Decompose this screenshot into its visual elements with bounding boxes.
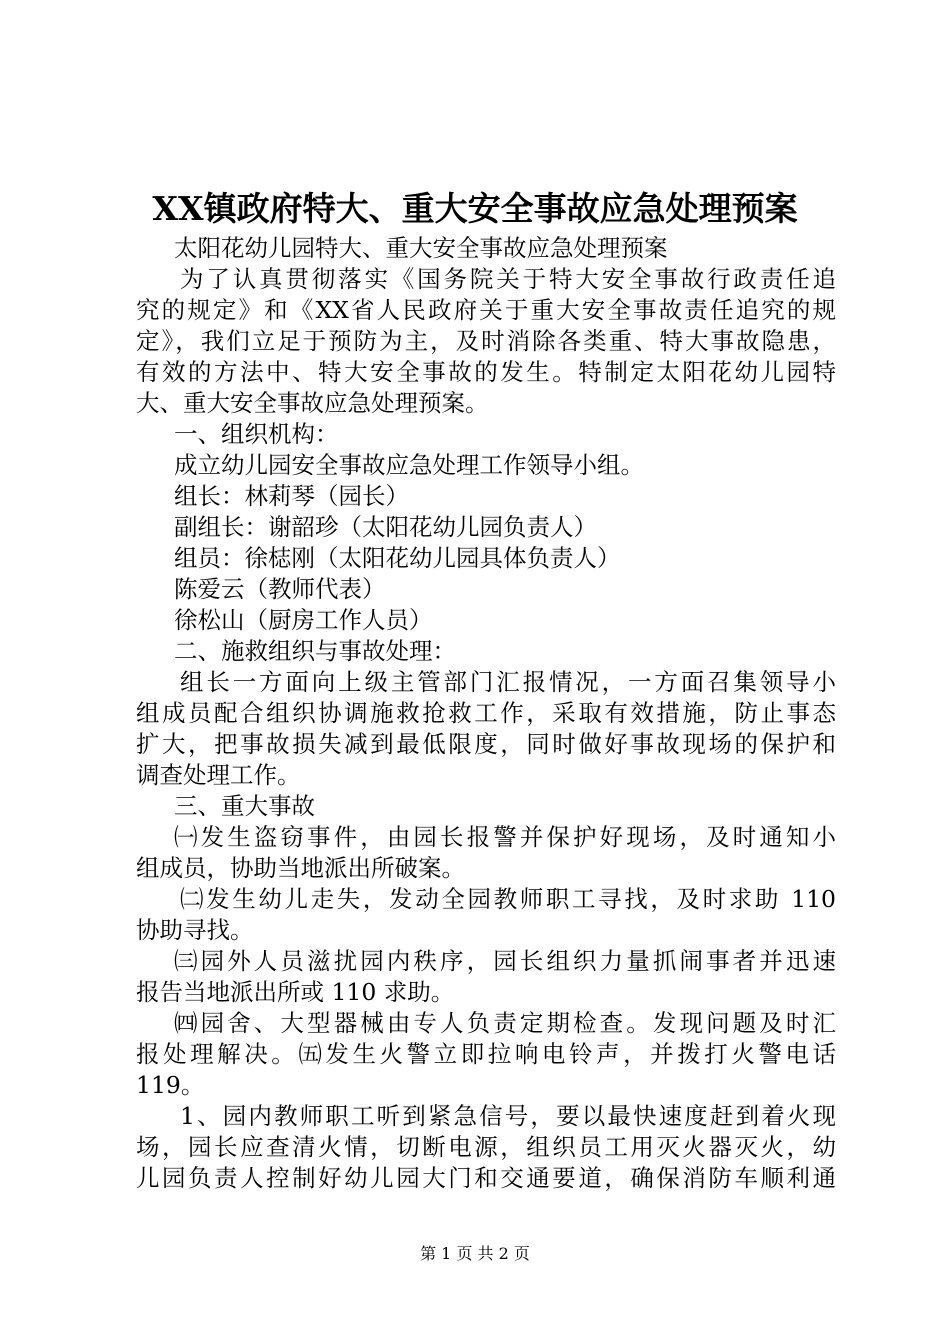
paragraph-line: 大、重大安全事故应急处理预案。 — [136, 389, 489, 417]
paragraph-line: 成立幼儿园安全事故应急处理工作领导小组。 — [174, 451, 644, 479]
paragraph-line: 定》，我们立足于预防为主，及时消除各类重、特大事故隐患， — [136, 327, 836, 355]
paragraph-line: 组成员配合组织协调施救抢救工作，采取有效措施，防止事态 — [136, 699, 836, 727]
paragraph-line: ㈡发生幼儿走失，发动全园教师职工寻找，及时求助 110 — [180, 885, 836, 913]
paragraph-line: 究的规定》和《XX省人民政府关于重大安全事故责任追究的规 — [136, 296, 836, 324]
document-body — [136, 233, 836, 1194]
paragraph-line: 徐松山（厨房工作人员） — [174, 606, 433, 634]
paragraph-line: 组成员，协助当地派出所破案。 — [136, 854, 465, 882]
paragraph-line: 调查处理工作。 — [136, 761, 301, 789]
paragraph-line: 组员：徐梽刚（太阳花幼儿园具体负责人） — [174, 544, 621, 572]
page-footer: 第 1 页 共 2 页 — [420, 1244, 530, 1263]
paragraph-line: 1、园内教师职工听到紧急信号，要以最快速度赶到着火现 — [180, 1102, 836, 1130]
paragraph-line: ㈠发生盗窃事件，由园长报警并保护好现场，及时通知小 — [174, 823, 836, 851]
paragraph-line: 副组长：谢韶珍（太阳花幼儿园负责人） — [174, 513, 597, 541]
paragraph-line: 协助寻找。 — [136, 916, 254, 944]
paragraph-line: 报处理解决。㈤发生火警立即拉响电铃声，并拨打火警电话 — [136, 1040, 836, 1068]
paragraph-line: 为了认真贯彻落实《国务院关于特大安全事故行政责任追 — [180, 265, 836, 293]
section-heading: 一、组织机构： — [174, 420, 339, 448]
section-heading: 三、重大事故 — [174, 792, 315, 820]
paragraph-line: 报告当地派出所或 110 求助。 — [136, 978, 455, 1006]
paragraph-line: 组长一方面向上级主管部门汇报情况，一方面召集领导小 — [180, 668, 836, 696]
paragraph-line: ㈢园外人员滋扰园内秩序，园长组织力量抓闹事者并迅速 — [174, 947, 836, 975]
paragraph-line: 儿园负责人控制好幼儿园大门和交通要道，确保消防车顺利通 — [136, 1164, 836, 1192]
paragraph-line: 场，园长应查清火情，切断电源，组织员工用灭火器灭火，幼 — [136, 1133, 836, 1161]
paragraph-line: 119。 — [136, 1071, 205, 1099]
section-heading: 二、施救组织与事故处理： — [174, 637, 456, 665]
paragraph-line: 太阳花幼儿园特大、重大安全事故应急处理预案 — [174, 234, 668, 262]
paragraph-line: 组长：林莉琴（园长） — [174, 482, 409, 510]
paragraph-line: 陈爱云（教师代表） — [174, 575, 386, 603]
document-title: XX镇政府特大、重大安全事故应急处理预案 — [152, 189, 798, 228]
paragraph-line: 扩大，把事故损失减到最低限度，同时做好事故现场的保护和 — [136, 730, 836, 758]
paragraph-line: 有效的方法中、特大安全事故的发生。特制定太阳花幼儿园特 — [136, 358, 836, 386]
paragraph-line: ㈣园舍、大型器械由专人负责定期检查。发现问题及时汇 — [174, 1009, 836, 1037]
